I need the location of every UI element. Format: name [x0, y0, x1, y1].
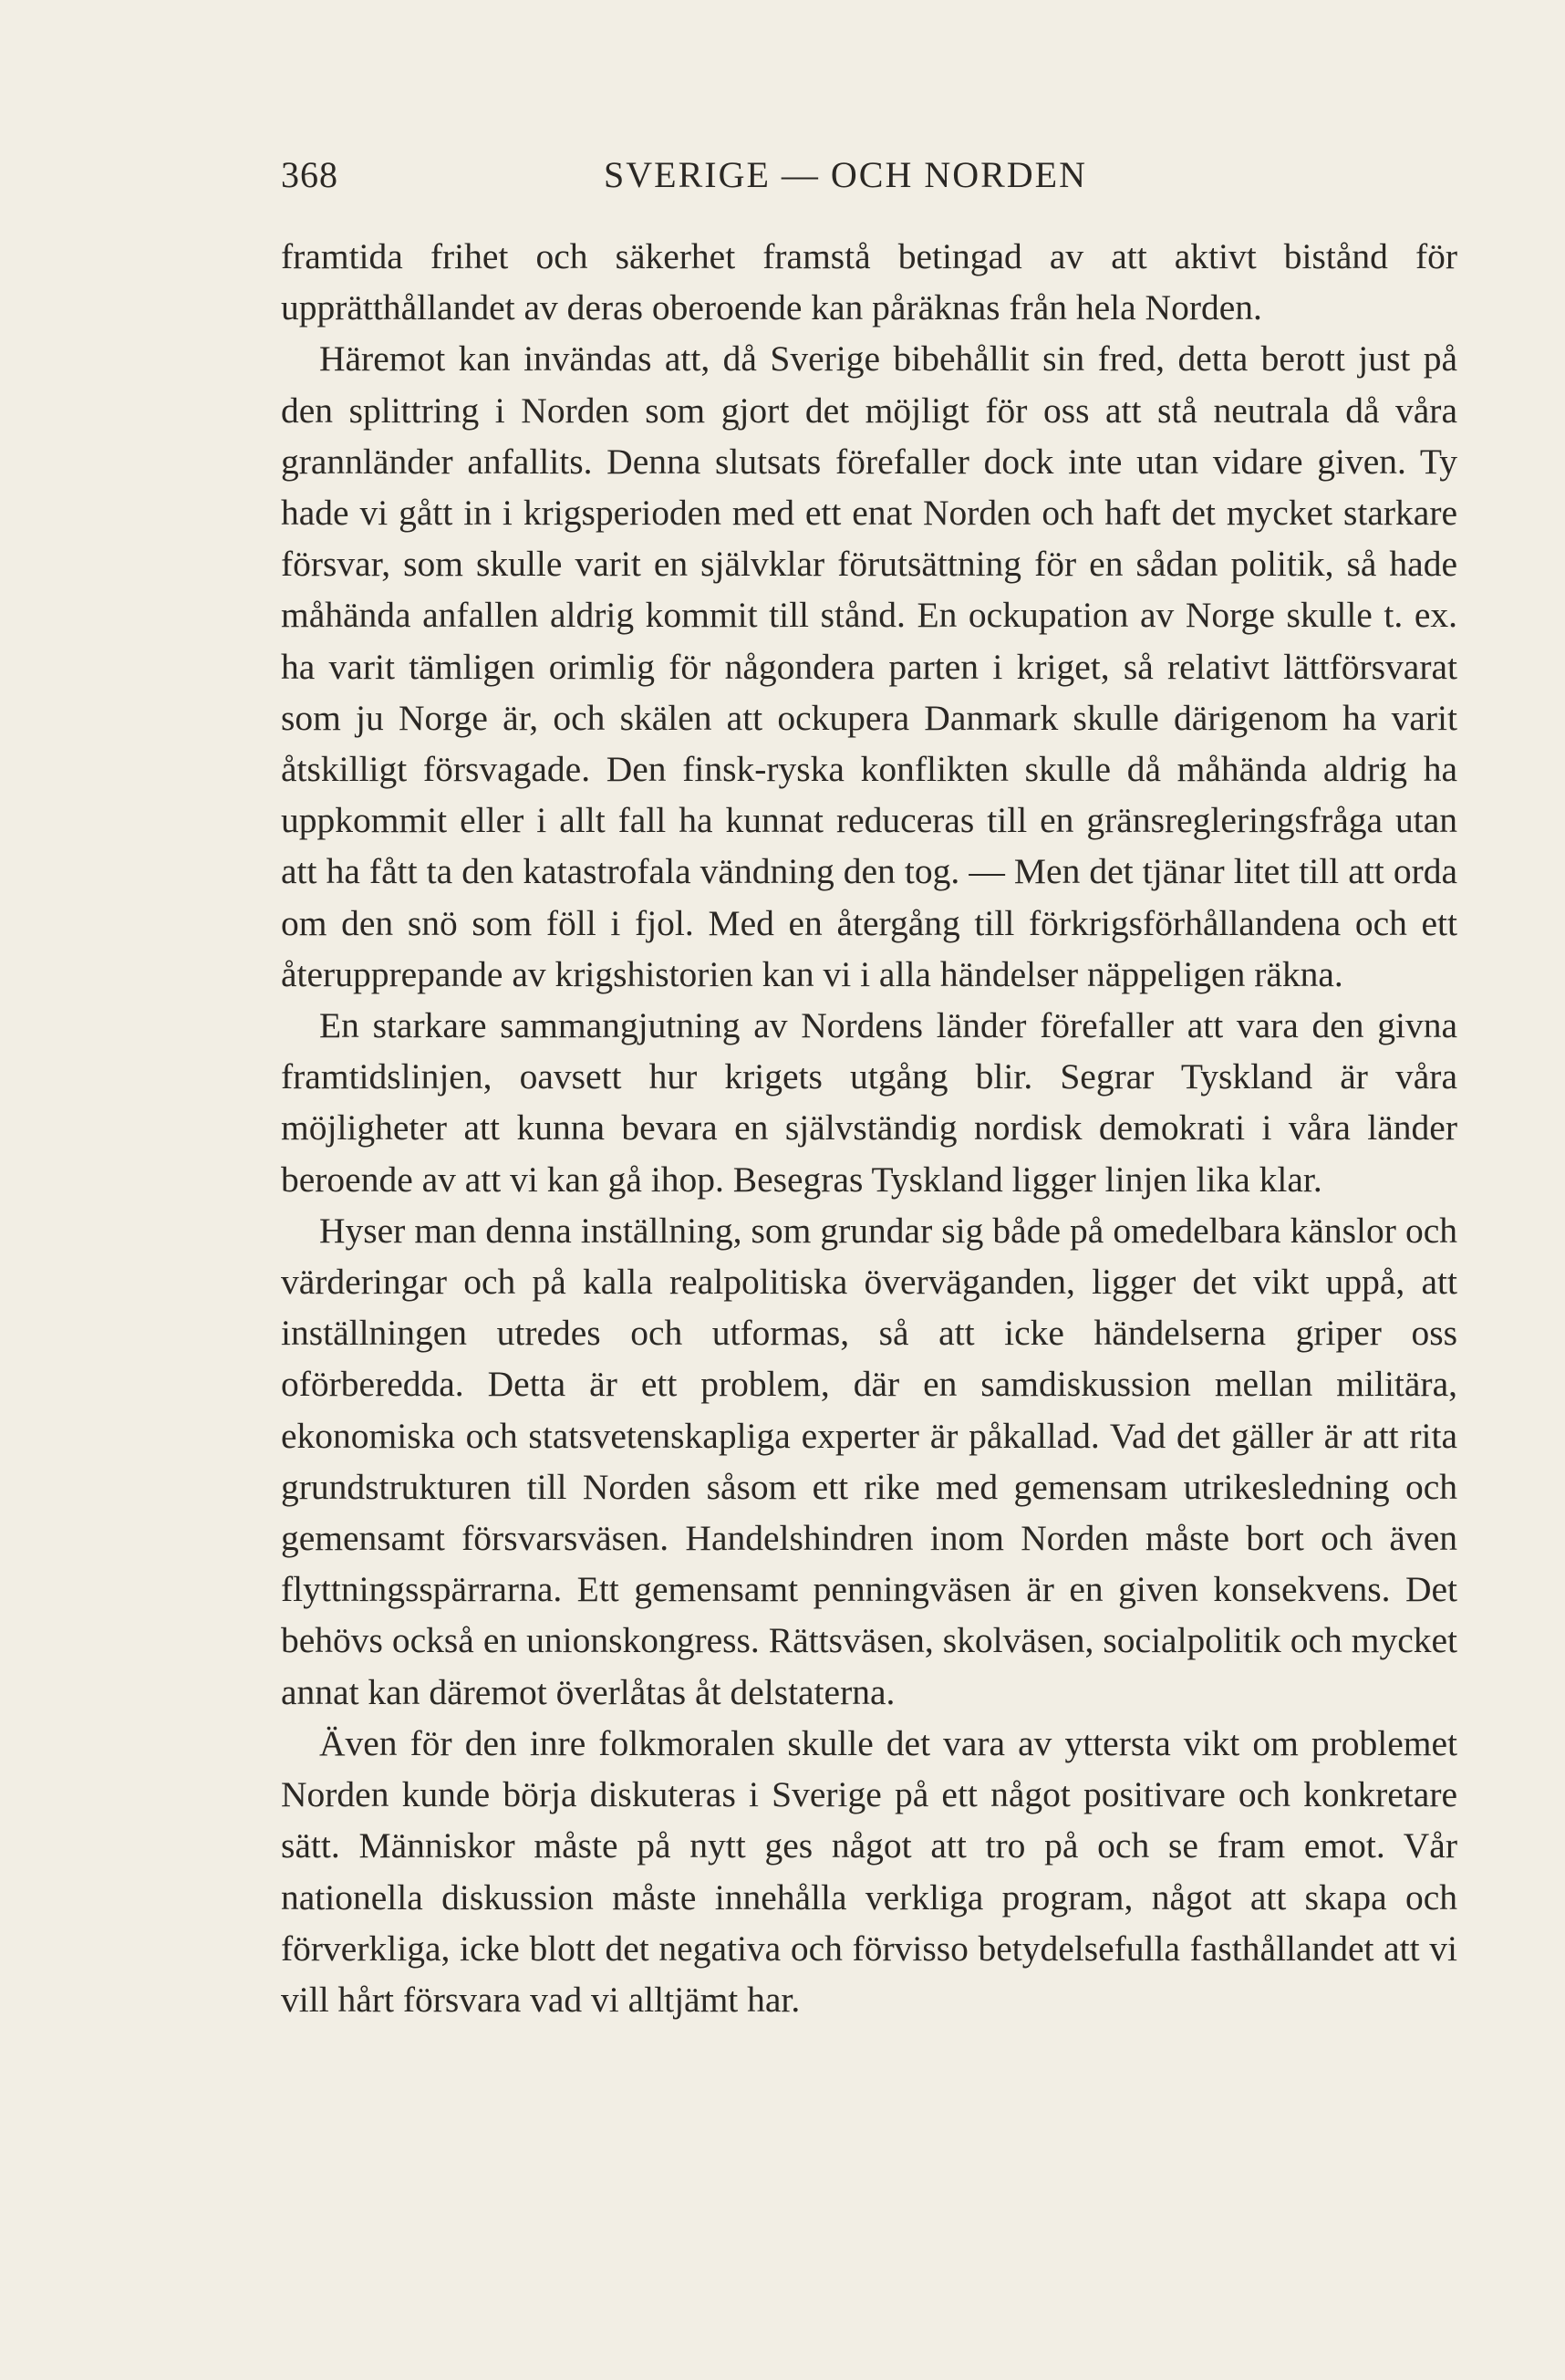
paragraph: Häremot kan invändas att, då Sverige bibehållit sin fred, detta berott just på den splittring i Norden som gjort det möjligt för oss att stå neutrala då våra grannländer anfallits. Denna slutsats förefaller dock inte utan vidare given. Ty hade vi gått in i krigsperioden med ett enat Norden och haft det mycket starkare försvar, som skulle varit en självklar förutsättning för en sådan politik, så hade måhända anfallen aldrig kommit till stånd. En ockupation av Norge skulle t. ex. ha varit tämligen orimlig för någondera parten i kriget, så relativt lättförsvarat som ju Norge är, och skälen att ockupera Danmark skulle därigenom ha varit åtskilligt försvagade. Den finsk-ryska konflikten skulle då måhända aldrig ha uppkommit eller i allt fall ha kunnat reduceras till en gränsregleringsfråga utan att ha fått ta den katastrofala vändning den tog. — Men det tjänar litet till att orda om den snö som föll i fjol. Med en återgång till förkrigsförhållandena och ett återupprepande av krigshistorien kan vi i alla händelser näppeligen räkna.	[281, 338, 1457, 994]
page-number: 368	[281, 154, 338, 195]
paragraph: Hyser man denna inställning, som grundar sig både på omedelbara känslor och värderingar och på kalla realpolitiska överväganden, ligger det vikt uppå, att inställningen utredes och utformas, så att icke händelserna griper oss oförberedda. Detta är ett problem, där en samdiskussion mellan militära, ekonomiska och statsvetenskapliga experter är påkallad. Vad det gäller är att rita grundstrukturen till Norden såsom ett rike med gemensam utrikesledning och gemensamt försvarsväsen. Handelshindren inom Norden måste bort och även flyttningsspärrarna. Ett gemensamt penningväsen är en given konsekvens. Det behövs också en unionskongress. Rättsväsen, skolväsen, socialpolitik och mycket annat kan däremot överlåtas åt delstaterna.	[281, 1210, 1457, 1712]
paragraph: Även för den inre folkmoralen skulle det vara av yttersta vikt om problemet Norden kunde börja diskuteras i Sverige på ett något positivare och konkretare sätt. Människor måste på nytt ges något att tro på och se fram emot. Vår nationella diskussion måste innehålla verkliga program, något att skapa och förverkliga, icke blott det negativa och förvisso betydelsefulla fasthållandet att vi vill hårt försvara vad vi alltjämt har.	[281, 1722, 1457, 2020]
page-header	[281, 153, 1457, 208]
paragraph: framtida frihet och säkerhet framstå betingad av att aktivt bistånd för upprätthållandet av deras oberoende kan påräknas från hela Norden.	[281, 236, 1457, 328]
running-title: SVERIGE — OCH NORDEN	[604, 154, 1087, 195]
body-text	[281, 231, 1457, 2025]
paragraph: En starkare sammangjutning av Nordens länder förefaller att vara den givna framtidslinjen, oavsett hur krigets utgång blir. Segrar Tyskland är våra möjligheter att kunna bevara en självständig nordisk demokrati i våra länder beroende av att vi kan gå ihop. Besegras Tyskland ligger linjen lika klar.	[281, 1005, 1457, 1200]
